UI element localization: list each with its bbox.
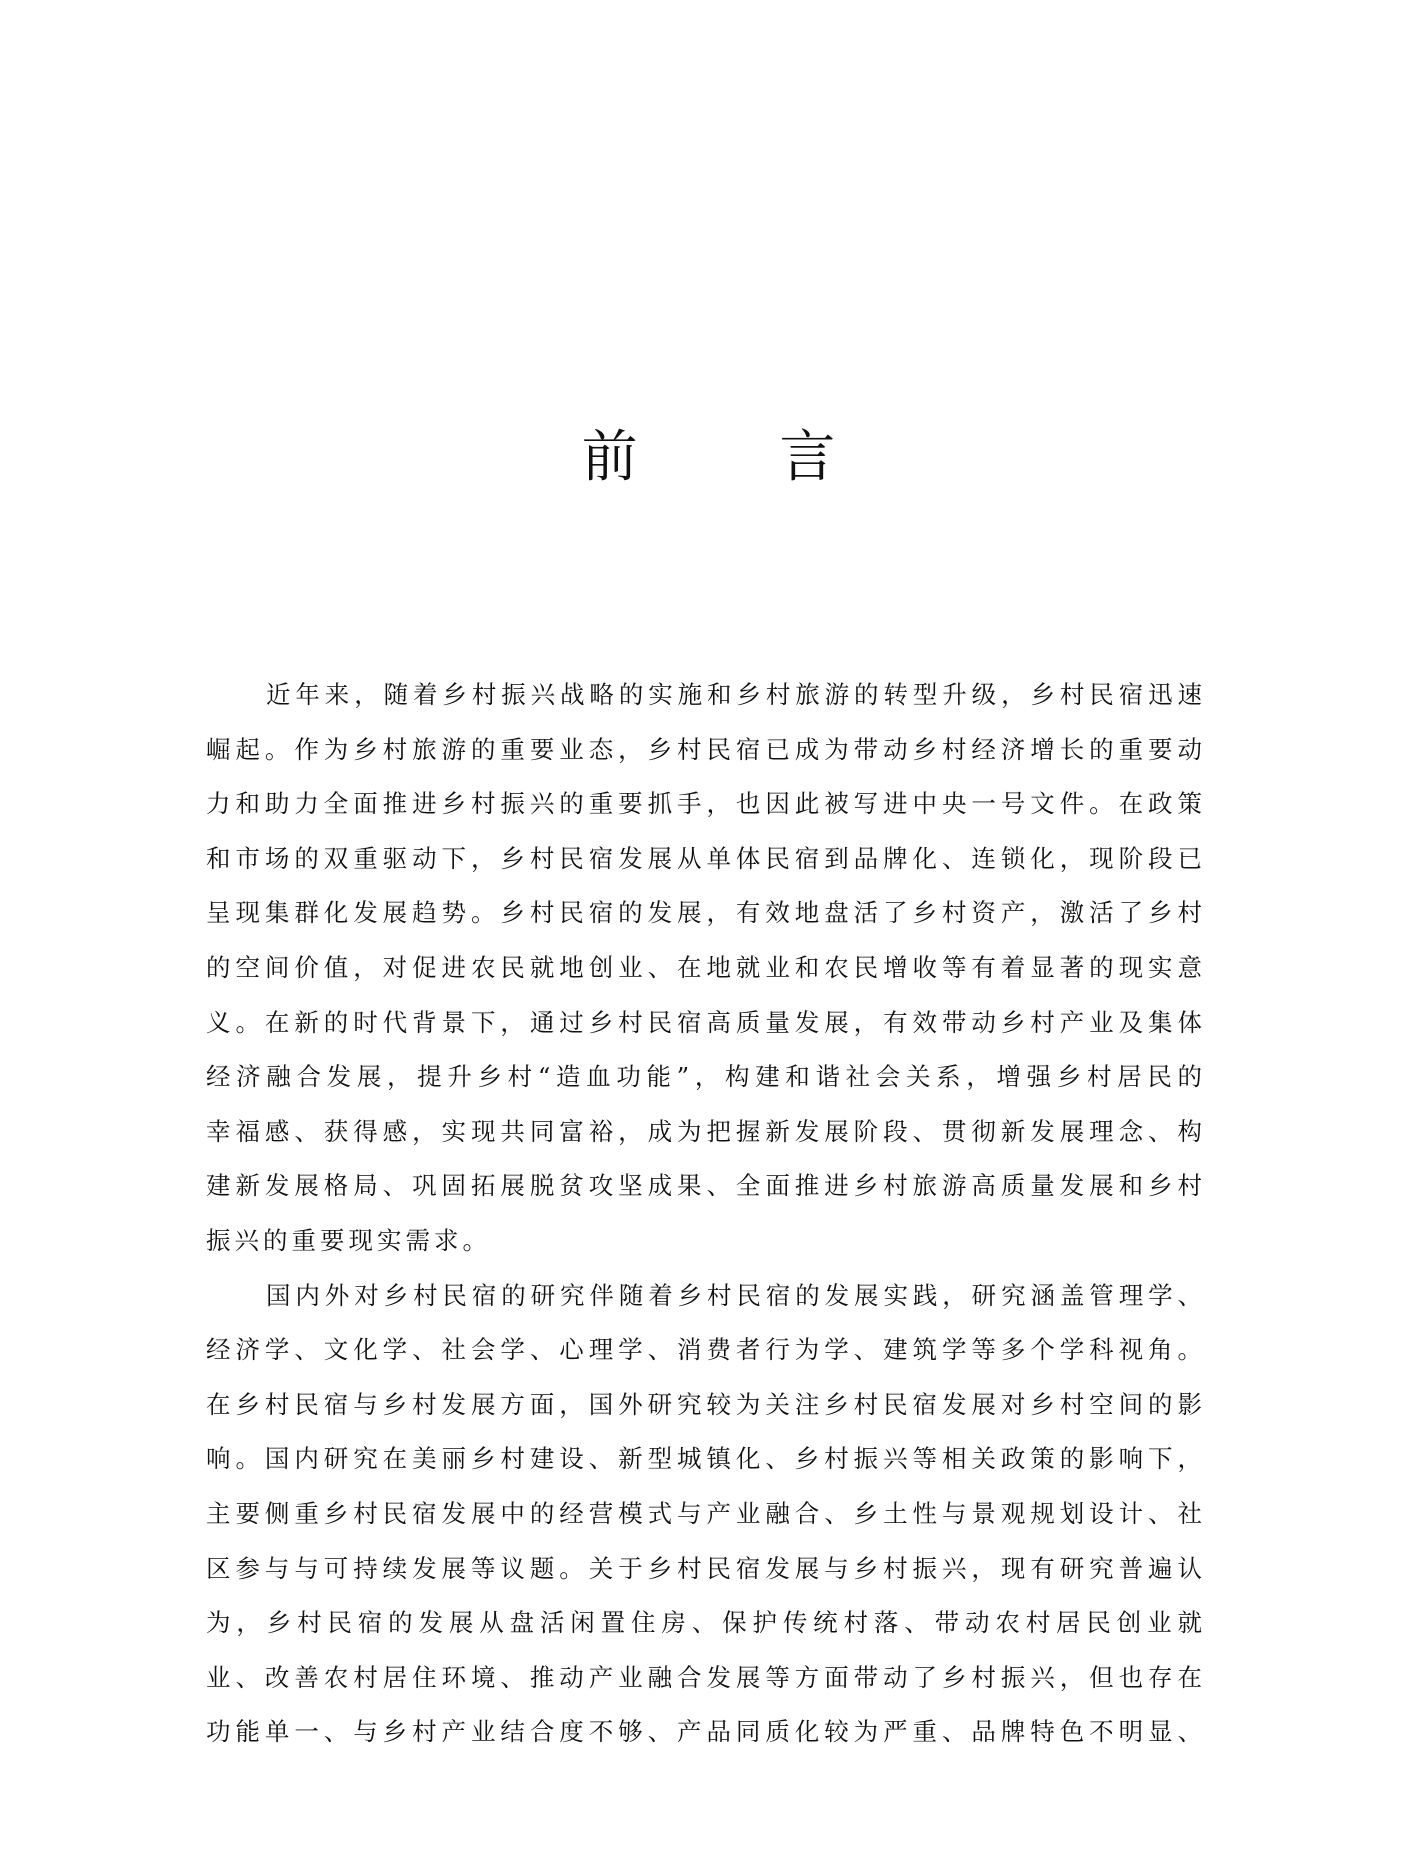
text-line: 义。在新的时代背景下，通过乡村民宿高质量发展，有效带动乡村产业及集体 bbox=[206, 1007, 1202, 1037]
text-line: 经济融合发展，提升乡村“造血功能”，构建和谐社会关系，增强乡村居民的 bbox=[206, 1062, 1202, 1092]
text-line: 振兴的重要现实需求。 bbox=[206, 1225, 491, 1255]
text-line: 业、改善农村居住环境、推动产业融合发展等方面带动了乡村振兴，但也存在 bbox=[206, 1662, 1202, 1692]
text-line: 力和助力全面推进乡村振兴的重要抓手，也因此被写进中央一号文件。在政策 bbox=[206, 789, 1202, 819]
text-line: 的空间价值，对促进农民就地创业、在地就业和农民增收等有着显著的现实意 bbox=[206, 952, 1202, 982]
paragraph-2 bbox=[206, 1269, 1202, 1760]
text-line: 主要侧重乡村民宿发展中的经营模式与产业融合、乡土性与景观规划设计、社 bbox=[206, 1498, 1202, 1528]
text-line: 近年来，随着乡村振兴战略的实施和乡村旅游的转型升级，乡村民宿迅速 bbox=[266, 680, 1202, 709]
text-line: 为，乡村民宿的发展从盘活闲置住房、保护传统村落、带动农村居民创业就 bbox=[206, 1608, 1202, 1638]
text-line: 响。国内研究在美丽乡村建设、新型城镇化、乡村振兴等相关政策的影响下， bbox=[206, 1444, 1202, 1474]
text-line: 在乡村民宿与乡村发展方面，国外研究较为关注乡村民宿发展对乡村空间的影 bbox=[206, 1389, 1202, 1419]
text-line: 幸福感、获得感，实现共同富裕，成为把握新发展阶段、贯彻新发展理念、构 bbox=[206, 1116, 1202, 1146]
text-line: 经济学、文化学、社会学、心理学、消费者行为学、建筑学等多个学科视角。 bbox=[206, 1335, 1202, 1365]
text-line: 崛起。作为乡村旅游的重要业态，乡村民宿已成为带动乡村经济增长的重要动 bbox=[206, 734, 1202, 764]
text-line: 功能单一、与乡村产业结合度不够、产品同质化较为严重、品牌特色不明显、 bbox=[206, 1717, 1202, 1747]
text-line: 建新发展格局、巩固拓展脱贫攻坚成果、全面推进乡村旅游高质量发展和乡村 bbox=[206, 1171, 1202, 1201]
text-line: 区参与与可持续发展等议题。关于乡村民宿发展与乡村振兴，现有研究普遍认 bbox=[206, 1553, 1202, 1583]
text-line: 呈现集群化发展趋势。乡村民宿的发展，有效地盘活了乡村资产，激活了乡村 bbox=[206, 898, 1202, 928]
page-title: 前 言 bbox=[581, 425, 898, 490]
text-line: 国内外对乡村民宿的研究伴随着乡村民宿的发展实践，研究涵盖管理学、 bbox=[266, 1280, 1202, 1310]
paragraph-1 bbox=[206, 668, 1202, 1269]
body-text bbox=[206, 668, 1202, 1760]
text-line: 和市场的双重驱动下，乡村民宿发展从单体民宿到品牌化、连锁化，现阶段已 bbox=[206, 843, 1202, 873]
